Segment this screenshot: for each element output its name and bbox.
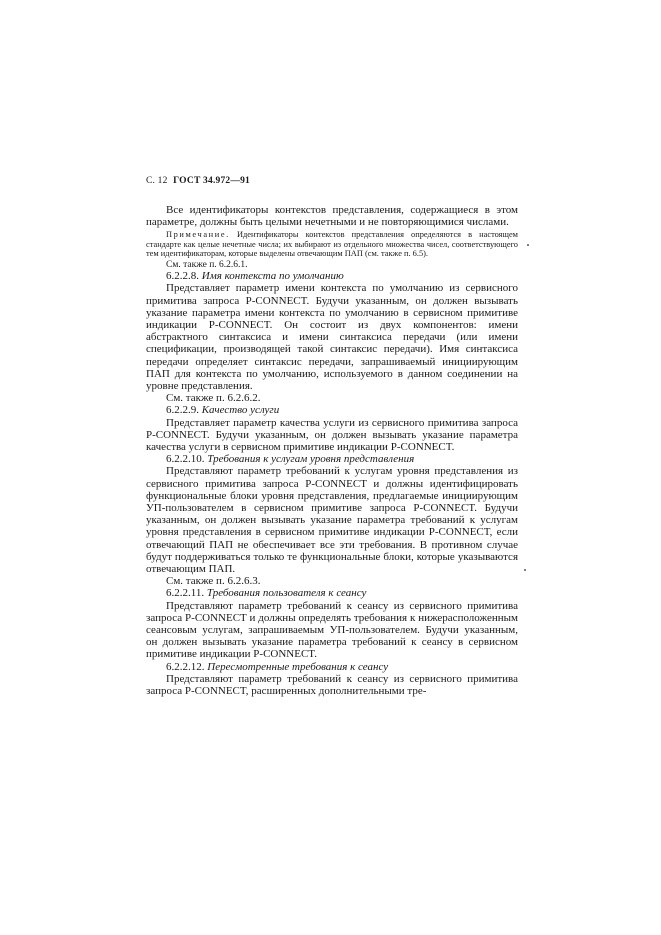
standard-designation: ГОСТ 34.972—91 (173, 176, 250, 186)
paragraph-revised-session-requirements: Представляют параметр требований к сеансу из сервисного примитива запроса P-CONNECT, расширенных дополнительными тре- (146, 672, 518, 698)
running-header (146, 176, 518, 188)
note-text: Идентификаторы контекстов представления определяются в настоящем стандарте как целые нечетные числа; их выбирают из отдельного множества чисел, соответствующего тем идентификаторам, которые выделены отвечающим ПАП (см. также п. 6.5). (146, 230, 518, 259)
page-number: С. 12 (146, 176, 168, 186)
section-title: Пересмотренные требования к сеансу (207, 660, 389, 673)
document-page (146, 176, 518, 697)
note (146, 230, 518, 258)
see-also-3: См. также п. 6.2.6.3. (166, 575, 261, 588)
section-heading-6-2-2-9 (146, 404, 518, 416)
section-heading-6-2-2-11 (146, 587, 518, 599)
section-number: 6.2.2.10. (166, 453, 205, 466)
section-heading-6-2-2-12 (146, 661, 518, 673)
section-number: 6.2.2.8. (166, 270, 199, 283)
paragraph-presentation-requirements: Представляют параметр требований к услугам уровня представления из сервисного примитива запроса P-CONNECT и должны идентифицировать функциональные блоки уровня представления, предлагаемые инициирующим УП-пользователем в сервисном примитиве запроса P-CONNECT. Будучи указанным, он должен вызывать указание параметра требований к услугам уровня представления в сервисном примитиве индикации P-CONNECT, если отвечающий ПАП не обеспечивает все эти требования. В противном случае будут поддерживаться только те функциональные блоки, которые указываются отвечающим ПАП. (146, 465, 518, 575)
scan-speck (527, 244, 529, 246)
section-number: 6.2.2.11. (166, 587, 205, 600)
section-number: 6.2.2.12. (166, 660, 205, 673)
section-number: 6.2.2.9. (166, 404, 199, 417)
section-heading-6-2-2-8 (146, 270, 518, 282)
section-title: Требования пользователя к сеансу (206, 587, 367, 600)
see-also-1: См. также п. 6.2.6.1. (166, 259, 248, 270)
paragraph-user-session-requirements: Представляют параметр требований к сеансу из сервисного примитива запроса P-CONNECT и должны определять требования к нижерасположенным сеансовым услугам, запрашиваемым УП-пользователем. Будучи указанным, он должен вызывать указание параметра требований к сеансу в сервисном примитиве индикации P-CONNECT. (146, 599, 518, 661)
section-title: Требования к услугам уровня представления (207, 453, 415, 466)
paragraph-identifiers: Все идентификаторы контекстов представления, содержащиеся в этом параметре, должны быть целыми нечетными и не повторяющимися числами. (146, 204, 518, 229)
section-heading-6-2-2-10 (146, 453, 518, 465)
paragraph-quality-of-service: Представляет параметр качества услуги из сервисного примитива запроса P-CONNECT. Будучи указанным, он должен вызывать указание параметра качества услуги в сервисном примитиве индикации P-CONNECT. (146, 416, 518, 453)
scan-speck (524, 569, 526, 571)
paragraph-default-context: Представляет параметр имени контекста по умолчанию из сервисного примитива запроса P-CONNECT. Будучи указанным, он должен вызывать указание параметра имени контекста по умолчанию в сервисном примитиве индикации P-CONNECT. Он состоит из двух компонентов: имени абстрактного синтаксиса и имени синтаксиса передачи (или имени спецификации, производящей такой синтаксис передачи). Имя синтаксиса передачи определяет синтаксис передачи, запрашиваемый инициирующим ПАП для контекста по умолчанию, используемого в данном соединении на уровне представления. (146, 282, 518, 392)
section-title: Качество услуги (201, 404, 280, 417)
note-label: Примечание. (166, 230, 230, 240)
section-title: Имя контекста по умолчанию (201, 270, 344, 283)
see-also-2: См. также п. 6.2.6.2. (166, 392, 261, 405)
